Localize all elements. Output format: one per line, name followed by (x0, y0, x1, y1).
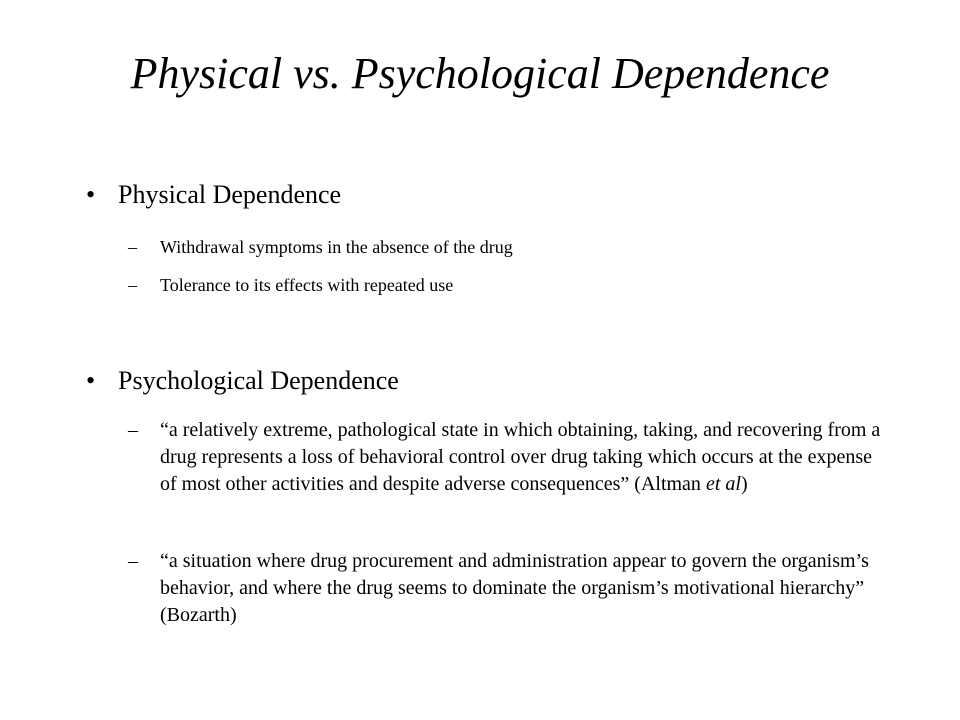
slide-title: Physical vs. Psychological Dependence (130, 49, 830, 98)
sub-item-text: “a situation where drug procurement and administration appear to govern the organism’s behavior, and where the drug seems to dominate the organism’s motivational hierarchy” (Bozarth) (160, 550, 869, 626)
section-heading: Psychological Dependence (118, 366, 399, 395)
sub-item-bozarth-quote (128, 548, 888, 629)
quote-italic: et al (705, 473, 741, 495)
bullet-physical-dependence (86, 180, 341, 210)
sub-item-text: Withdrawal symptoms in the absence of the drug (160, 237, 513, 257)
bullet-icon: • (86, 180, 96, 209)
sub-item-tolerance (128, 273, 888, 297)
dash-icon: – (128, 275, 137, 295)
sub-item-altman-quote (128, 417, 888, 498)
quote-text: “a relatively extreme, pathological state in which obtaining, taking, and recovering from a drug represents a loss of behavioral control over drug taking which occurs at the expense of most other activities and despite adverse consequences” (Altman (160, 419, 881, 495)
sub-item-withdrawal (128, 235, 888, 259)
dash-icon: – (128, 419, 138, 441)
dash-icon: – (128, 550, 138, 572)
bullet-icon: • (86, 366, 96, 395)
sub-item-text (160, 417, 888, 498)
sub-item-text: Tolerance to its effects with repeated use (160, 275, 454, 295)
bullet-psychological-dependence (86, 366, 399, 396)
quote-end: ) (740, 473, 748, 495)
section-heading: Physical Dependence (118, 180, 342, 209)
dash-icon: – (128, 237, 137, 257)
